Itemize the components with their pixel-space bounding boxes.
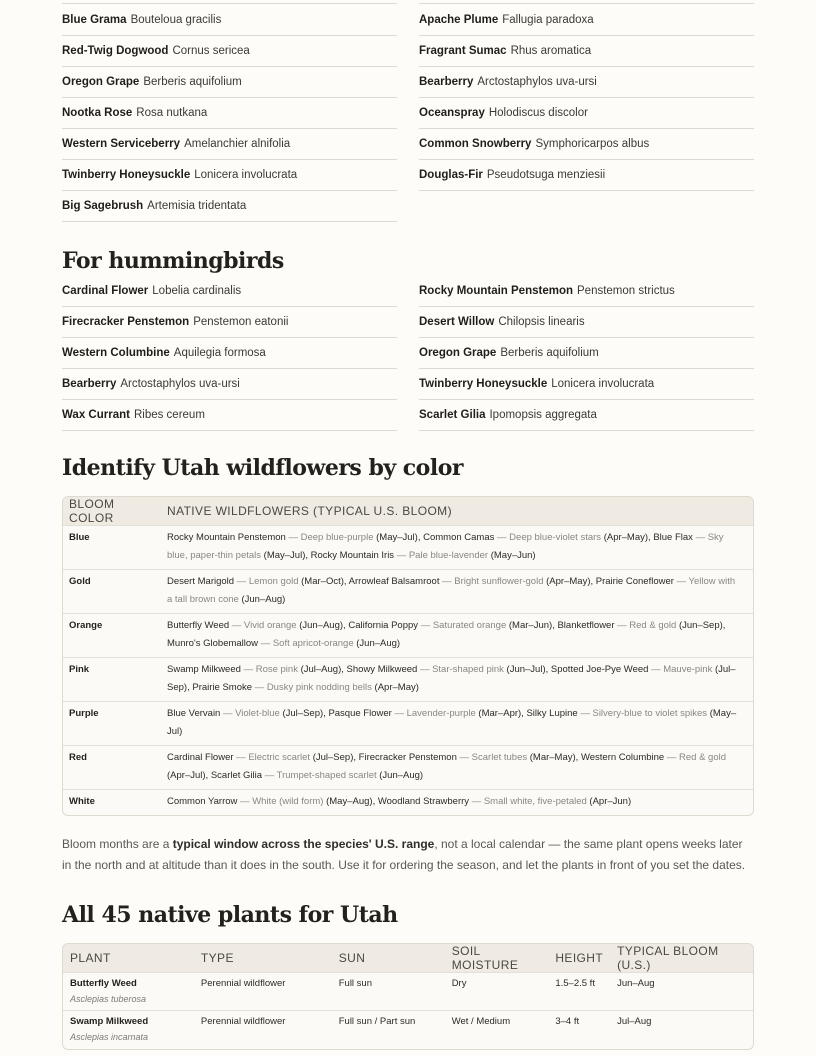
flower-description: — Rose pink (243, 664, 298, 675)
list-item (419, 338, 754, 369)
flower-description: — Lavender-purple (394, 708, 476, 719)
flower-color-text: Rose pink (255, 664, 298, 675)
table-row (63, 570, 753, 614)
flower-description: — Trumpet-shaped scarlet (264, 769, 377, 781)
flower-bloom-months: (May–Jul) (167, 708, 737, 737)
plant-scientific-name: Cornus sericea (172, 45, 250, 57)
flower-color-text: Electric scarlet (248, 752, 311, 763)
flower-color-text: Soft apricot-orange (272, 637, 354, 649)
plant-cell (63, 973, 194, 1011)
flower-bloom-months: (Mar–May) (529, 752, 576, 763)
list-item (419, 276, 754, 307)
flower-bloom-months: (Apr–Jul) (167, 769, 206, 781)
flower-color-text: Small white, five-petaled (483, 796, 587, 807)
table-row (63, 790, 753, 816)
plant-common-name: Bearberry (62, 378, 117, 390)
list-item (62, 129, 397, 160)
plant-scientific-name: Asclepias tuberosa (70, 994, 147, 1004)
flower-color-text: Red & gold (629, 620, 677, 631)
flower-name: Scarlet Gilia (210, 769, 263, 781)
list-item (62, 98, 397, 129)
flower-color-text: Star-shaped pink (432, 664, 504, 675)
flower-name: Woodland Strawberry (377, 796, 470, 807)
plant-common-name: Big Sagebrush (62, 200, 144, 212)
list-item (419, 98, 754, 129)
plant-type-cell: Perennial wildflower (194, 973, 332, 1011)
column-header: BLOOM COLOR (63, 497, 161, 526)
flower-color-text: Deep blue-purple (300, 532, 374, 543)
bloom-color-cell: Red (63, 746, 161, 790)
plant-scientific-name: Arctostaphylos uva-ursi (477, 76, 597, 88)
bloom-color-cell: Blue (63, 526, 161, 570)
flower-description: — Bright sunflower-gold (442, 576, 544, 587)
plant-column-left (62, 5, 397, 222)
bloom-color-cell: White (63, 790, 161, 816)
plant-common-name: Twinberry Honeysuckle (419, 378, 548, 390)
flower-description: — Mauve-pink (651, 664, 713, 675)
flower-bloom-months: (Jun–Sep) (678, 620, 723, 631)
list-item (419, 36, 754, 67)
flower-name: Arrowleaf Balsamroot (348, 576, 440, 587)
column-header: NATIVE WILDFLOWERS (TYPICAL U.S. BLOOM) (161, 497, 753, 526)
plant-bloom-cell: Jul–Aug (610, 1011, 753, 1049)
table-row (63, 702, 753, 746)
plant-common-name: Firecracker Penstemon (62, 316, 190, 328)
column-header: HEIGHT (548, 944, 610, 973)
flower-color-text: Silvery-blue to violet spikes (592, 708, 708, 719)
plant-scientific-name: Ipomopsis aggregata (489, 409, 597, 421)
flower-description: — Soft apricot-orange (260, 637, 354, 649)
table-row (63, 973, 753, 1011)
flower-bloom-months: (Jun–Aug) (299, 620, 344, 631)
plant-common-name: Douglas-Fir (419, 169, 483, 181)
wildflower-list-cell: Desert Marigold — Lemon gold (Mar–Oct), Arrowleaf Balsamroot — Bright sunflower-gold (Apr–May), Prairie Coneflower — Yellow with a tall brown cone (Jun–Aug) (161, 570, 753, 614)
plant-scientific-name: Penstemon strictus (577, 285, 675, 297)
flower-name: Silky Lupine (526, 708, 578, 719)
plant-scientific-name: Lonicera involucrata (551, 378, 655, 390)
flower-name: Pasque Flower (328, 708, 392, 719)
flower-name: Common Yarrow (167, 796, 238, 807)
plant-common-name: Red-Twig Dogwood (62, 45, 169, 57)
plant-column-left (62, 276, 397, 431)
flower-color-text: White (wild form) (252, 796, 324, 807)
list-item (419, 5, 754, 36)
flower-name: Rocky Mountain Iris (310, 549, 395, 561)
flower-bloom-months: (Apr–Jun) (589, 796, 632, 807)
plant-common-name: Oregon Grape (62, 76, 140, 88)
flower-color-text: Mauve-pink (663, 664, 713, 675)
plant-common-name: Oregon Grape (419, 347, 497, 359)
flower-description: — Saturated orange (420, 620, 507, 631)
flower-description: — Dusky pink nodding bells (254, 681, 372, 693)
flower-color-text: Scarlet tubes (471, 752, 528, 763)
flower-description: — Sky blue, paper-thin petals (167, 532, 724, 561)
flower-bloom-months: (Jun–Jul) (506, 664, 546, 675)
column-header: SOIL MOISTURE (445, 944, 549, 973)
flower-description: — Yellow with a tall brown cone (167, 576, 736, 605)
flower-color-text: Deep blue-violet stars (509, 532, 602, 543)
flower-bloom-months: (Jun–Aug) (241, 593, 286, 605)
flower-description: — Deep blue-violet stars (497, 532, 602, 543)
list-item (62, 191, 397, 222)
flower-description: — Electric scarlet (236, 752, 311, 763)
list-item (62, 338, 397, 369)
list-item (62, 400, 397, 431)
list-item (419, 129, 754, 160)
plant-common-name: Western Columbine (62, 347, 170, 359)
flower-bloom-months: (Jul–Sep) (167, 664, 736, 693)
flower-description: — Red & gold (617, 620, 677, 631)
flower-name: Cardinal Flower (167, 752, 234, 763)
plant-scientific-name: Ribes cereum (133, 409, 205, 421)
plant-common-name: Cardinal Flower (62, 285, 149, 297)
note-text: Bloom months are a (62, 837, 173, 851)
flower-color-text: Sky blue, paper-thin petals (167, 532, 724, 561)
plant-scientific-name: Asclepias incarnata (70, 1032, 149, 1042)
color-table-container (62, 496, 754, 816)
flower-description: — Violet-blue (222, 708, 280, 719)
plant-soil-cell: Dry (445, 973, 549, 1011)
plant-scientific-name: Lonicera involucrata (194, 169, 298, 181)
flower-bloom-months: (May–Aug) (326, 796, 373, 807)
flower-description: — Pale blue-lavender (396, 549, 489, 561)
plant-common-name: Twinberry Honeysuckle (62, 169, 191, 181)
flower-color-text: Red & gold (679, 752, 727, 763)
flower-name: Firecracker Penstemon (358, 752, 457, 763)
flower-color-text: Pale blue-lavender (408, 549, 489, 561)
list-item (62, 36, 397, 67)
flower-description: — Scarlet tubes (459, 752, 528, 763)
flower-color-text: Yellow with a tall brown cone (167, 576, 736, 605)
note-emphasis: typical window across the species' U.S. range (172, 837, 435, 851)
flower-bloom-months: (May–Jun) (490, 549, 536, 561)
table-header-row (63, 497, 753, 526)
bloom-color-cell: Purple (63, 702, 161, 746)
flower-description: — White (wild form) (240, 796, 324, 807)
list-item (419, 400, 754, 431)
plant-height-cell: 3–4 ft (548, 1011, 610, 1049)
plant-scientific-name: Rosa nutkana (136, 107, 208, 119)
plant-column-right (419, 5, 754, 222)
wildflower-list-cell: Cardinal Flower — Electric scarlet (Jul–Sep), Firecracker Penstemon — Scarlet tubes (Mar–May), Western Columbine — Red & gold (Apr–Jul), Scarlet Gilia — Trumpet-shaped scarlet (Jun–Aug) (161, 746, 753, 790)
flower-description: — Red & gold (666, 752, 727, 763)
plant-bloom-cell: Jun–Aug (610, 973, 753, 1011)
flower-bloom-months: (Jul–Sep) (282, 708, 324, 719)
note-text: , not a local calendar — the same plant opens weeks later in the north and at altitude than it does in the south. Use it for ordering the season, and let the plants in front of you set the dates. (62, 837, 746, 872)
column-header: TYPICAL BLOOM (U.S.) (610, 944, 753, 973)
bloom-color-cell: Gold (63, 570, 161, 614)
table-row (63, 658, 753, 702)
bloom-note (62, 834, 754, 876)
plant-scientific-name: Lobelia cardinalis (152, 285, 242, 297)
flower-color-text: Violet-blue (235, 708, 280, 719)
plant-scientific-name: Artemisia tridentata (147, 200, 247, 212)
wildflower-list-cell: Swamp Milkweed — Rose pink (Jul–Aug), Showy Milkweed — Star-shaped pink (Jun–Jul), Spotted Joe-Pye Weed — Mauve-pink (Jul–Sep), Prairie Smoke — Dusky pink nodding bells (Apr–May) (161, 658, 753, 702)
flower-name: Blue Flax (653, 532, 693, 543)
table-row (63, 526, 753, 570)
flower-name: Desert Marigold (167, 576, 235, 587)
flower-color-text: Trumpet-shaped scarlet (276, 769, 377, 781)
list-item (419, 160, 754, 191)
color-table (63, 497, 753, 815)
plant-common-name: Nootka Rose (62, 107, 133, 119)
column-header: PLANT (63, 944, 194, 973)
wildflower-list-cell: Rocky Mountain Penstemon — Deep blue-purple (May–Jul), Common Camas — Deep blue-violet stars (Apr–May), Blue Flax — Sky blue, paper-thin petals (May–Jul), Rocky Mountain Iris — Pale blue-lavender (May–Jun) (161, 526, 753, 570)
flower-name: California Poppy (348, 620, 419, 631)
plant-soil-cell: Wet / Medium (445, 1011, 549, 1049)
plant-scientific-name: Symphoricarpos albus (535, 138, 650, 150)
flower-bloom-months: (Mar–Jun) (508, 620, 553, 631)
plant-scientific-name: Rhus aromatica (510, 45, 592, 57)
flower-name: Spotted Joe-Pye Weed (550, 664, 649, 675)
table-header-row (63, 944, 753, 973)
plant-column-right (419, 276, 754, 431)
flower-bloom-months: (Apr–May) (374, 681, 419, 693)
column-header: TYPE (194, 944, 332, 973)
hummingbirds-heading: For hummingbirds (62, 248, 284, 274)
flower-name: Western Columbine (580, 752, 665, 763)
wildflower-list-cell: Blue Vervain — Violet-blue (Jul–Sep), Pasque Flower — Lavender-purple (Mar–Apr), Silky Lupine — Silvery-blue to violet spikes (May–Jul) (161, 702, 753, 746)
flower-color-text: Vivid orange (243, 620, 297, 631)
flower-name: Prairie Smoke (192, 681, 253, 693)
plant-common-name: Apache Plume (419, 14, 499, 26)
plant-scientific-name: Amelanchier alnifolia (184, 138, 291, 150)
flower-color-text: Saturated orange (432, 620, 507, 631)
plant-scientific-name: Chilopsis linearis (498, 316, 585, 328)
shrub-plant-list (62, 5, 754, 222)
plant-scientific-name: Berberis aquifolium (500, 347, 599, 359)
flower-description: — Deep blue-purple (288, 532, 374, 543)
plant-common-name: Oceanspray (419, 107, 485, 119)
list-item (62, 276, 397, 307)
bloom-color-cell: Pink (63, 658, 161, 702)
all-plants-table (63, 944, 753, 1049)
plant-common-name: Wax Currant (62, 409, 130, 421)
wildflower-list-cell: Butterfly Weed — Vivid orange (Jun–Aug), California Poppy — Saturated orange (Mar–Jun), Blanketflower — Red & gold (Jun–Sep), Munro's Globemallow — Soft apricot-orange (Jun–Aug) (161, 614, 753, 658)
flower-name: Munro's Globemallow (167, 637, 259, 649)
flower-description: — Silvery-blue to violet spikes (580, 708, 708, 719)
plant-common-name: Western Serviceberry (62, 138, 181, 150)
plant-scientific-name: Pseudotsuga menziesii (486, 169, 606, 181)
all-plants-table-container (62, 943, 754, 1050)
plant-sun-cell: Full sun (332, 973, 445, 1011)
flower-bloom-months: (May–Jul) (263, 549, 306, 561)
flower-color-text: Lavender-purple (406, 708, 476, 719)
plant-common-name: Fragrant Sumac (419, 45, 507, 57)
table-row (63, 746, 753, 790)
list-item (62, 5, 397, 36)
flower-description: — Lemon gold (236, 576, 299, 587)
page-content (62, 0, 754, 1050)
list-item (419, 67, 754, 98)
plant-name: Butterfly Weed (70, 978, 137, 989)
plant-common-name: Common Snowberry (419, 138, 532, 150)
plant-common-name: Scarlet Gilia (419, 409, 486, 421)
flower-bloom-months: (Apr–May) (546, 576, 591, 587)
plant-scientific-name: Holodiscus discolor (488, 107, 588, 119)
flower-name: Blanketflower (557, 620, 615, 631)
list-item (419, 307, 754, 338)
flower-name: Showy Milkweed (346, 664, 418, 675)
plant-scientific-name: Berberis aquifolium (143, 76, 242, 88)
plant-scientific-name: Fallugia paradoxa (502, 14, 594, 26)
plant-name: Swamp Milkweed (70, 1016, 149, 1027)
plant-scientific-name: Aquilegia formosa (173, 347, 266, 359)
plant-type-cell: Perennial wildflower (194, 1011, 332, 1049)
column-header: SUN (332, 944, 445, 973)
plant-common-name: Desert Willow (419, 316, 495, 328)
list-item (419, 369, 754, 400)
table-row (63, 614, 753, 658)
flower-bloom-months: (Jun–Aug) (379, 769, 424, 781)
list-item (62, 67, 397, 98)
flower-name: Butterfly Weed (167, 620, 230, 631)
plant-sun-cell: Full sun / Part sun (332, 1011, 445, 1049)
flower-name: Rocky Mountain Penstemon (167, 532, 286, 543)
flower-bloom-months: (Jul–Sep) (312, 752, 354, 763)
plant-scientific-name: Penstemon eatonii (193, 316, 289, 328)
plant-common-name: Blue Grama (62, 14, 127, 26)
flower-color-text: Dusky pink nodding bells (266, 681, 372, 693)
flower-bloom-months: (Apr–May) (603, 532, 649, 543)
flower-color-text: Lemon gold (248, 576, 299, 587)
flower-bloom-months: (May–Jul) (376, 532, 418, 543)
flower-bloom-months: (Mar–Oct) (301, 576, 344, 587)
plant-cell (63, 1011, 194, 1049)
list-item (62, 307, 397, 338)
list-item (62, 369, 397, 400)
plant-common-name: Bearberry (419, 76, 474, 88)
flower-name: Prairie Coneflower (595, 576, 674, 587)
plant-common-name: Rocky Mountain Penstemon (419, 285, 573, 297)
plant-height-cell: 1.5–2.5 ft (548, 973, 610, 1011)
plant-scientific-name: Arctostaphylos uva-ursi (120, 378, 240, 390)
flower-bloom-months: (Jun–Aug) (356, 637, 401, 649)
all-plants-heading: All 45 native plants for Utah (62, 902, 398, 928)
flower-name: Common Camas (423, 532, 495, 543)
flower-color-text: Bright sunflower-gold (454, 576, 544, 587)
color-heading: Identify Utah wildflowers by color (62, 455, 463, 481)
bloom-color-cell: Orange (63, 614, 161, 658)
flower-name: Swamp Milkweed (167, 664, 241, 675)
flower-description: — Small white, five-petaled (471, 796, 587, 807)
hummingbird-plant-list (62, 276, 754, 431)
wildflower-list-cell: Common Yarrow — White (wild form) (May–Aug), Woodland Strawberry — Small white, five-petaled (Apr–Jun) (161, 790, 753, 816)
plant-scientific-name: Bouteloua gracilis (130, 14, 222, 26)
flower-description: — Vivid orange (231, 620, 297, 631)
list-item (62, 160, 397, 191)
flower-description: — Star-shaped pink (419, 664, 504, 675)
flower-name: Blue Vervain (167, 708, 221, 719)
table-row (63, 1011, 753, 1049)
flower-bloom-months: (Jul–Aug) (300, 664, 342, 675)
flower-bloom-months: (Mar–Apr) (478, 708, 522, 719)
